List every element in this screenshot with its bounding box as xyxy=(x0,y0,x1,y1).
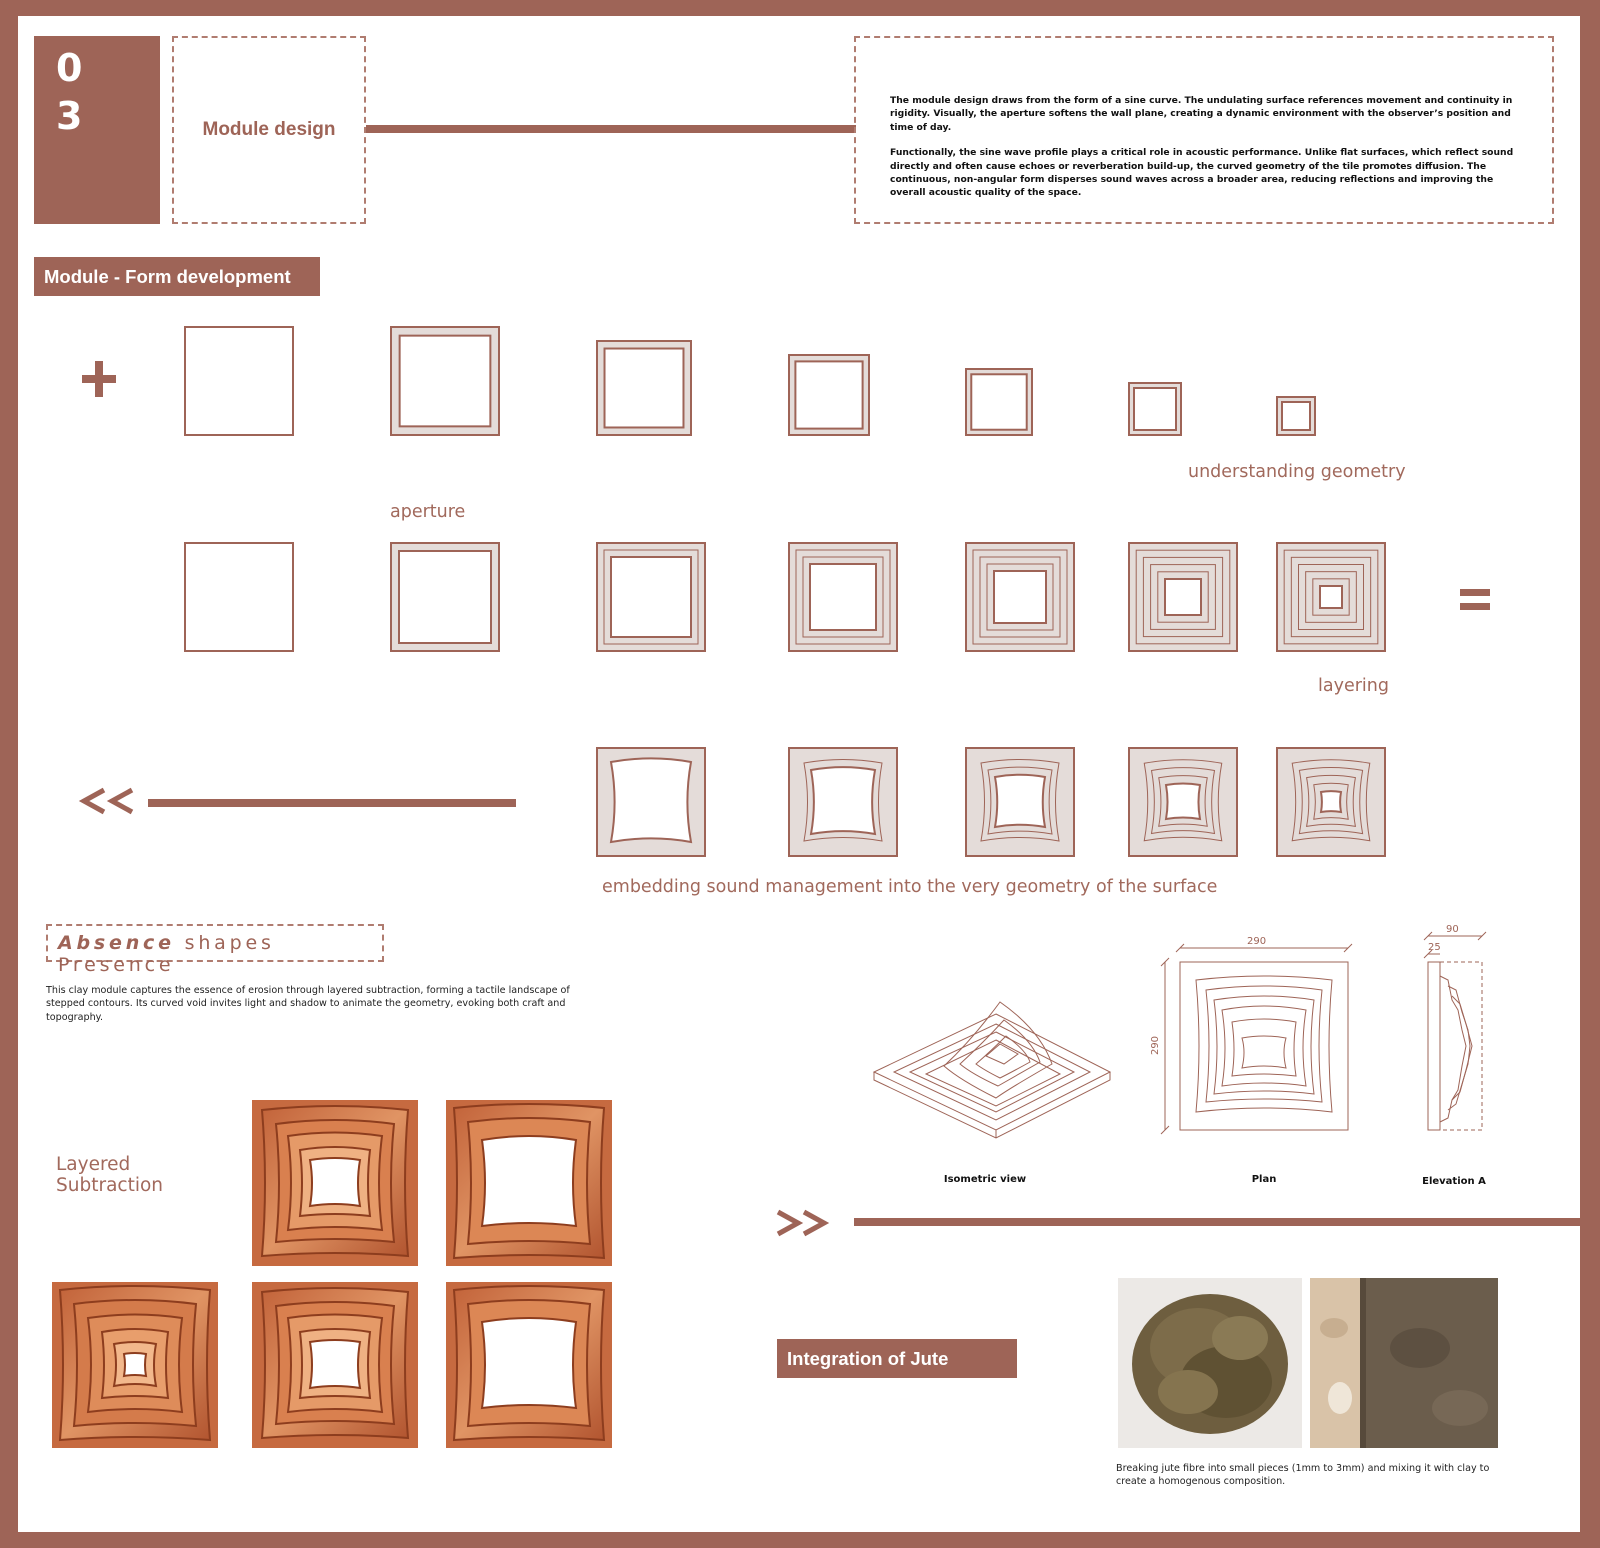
plus-icon xyxy=(82,361,116,397)
layering-tile xyxy=(391,543,499,651)
curved-tile xyxy=(966,748,1074,856)
jute-fibre-photo xyxy=(1118,1278,1302,1448)
caption-layering: layering xyxy=(1318,676,1389,696)
geometry-row xyxy=(185,327,1315,435)
form-development-banner xyxy=(34,257,320,296)
curved-tile xyxy=(1129,748,1237,856)
layering-tile xyxy=(597,543,705,651)
caption-aperture: aperture xyxy=(390,502,466,522)
forward-arrow-icon xyxy=(770,1208,830,1238)
jute-banner-text: Integration of Jute xyxy=(787,1347,949,1369)
absence-title-box xyxy=(46,924,384,976)
layered-subtraction-label xyxy=(56,1154,163,1196)
layering-tile xyxy=(1277,543,1385,651)
clay-render-5 xyxy=(446,1282,612,1448)
technical-drawings xyxy=(860,920,1520,1190)
geometry-tile xyxy=(1277,397,1315,435)
geometry-tile xyxy=(597,341,691,435)
elevation-layer-dimension: 25 xyxy=(1428,942,1441,953)
section-number-block xyxy=(34,36,160,224)
geometry-tile xyxy=(966,369,1032,435)
jute-clay-texture-photo xyxy=(1310,1278,1498,1448)
absence-title-rest: shapes Presence xyxy=(58,932,275,976)
clay-render-1 xyxy=(252,1100,418,1266)
elevation-drawing xyxy=(1424,932,1486,1130)
layering-tile xyxy=(789,543,897,651)
back-arrow-icon xyxy=(84,790,132,812)
section-title-box xyxy=(172,36,366,224)
section-title: Module design xyxy=(202,119,336,140)
caption-understanding-geometry: understanding geometry xyxy=(1188,462,1406,482)
label-elevation-a: Elevation A xyxy=(1422,1176,1486,1187)
back-arrow-bar xyxy=(148,799,516,807)
isometric-drawing xyxy=(874,1002,1110,1138)
curved-row xyxy=(597,748,1385,856)
form-development-diagram xyxy=(0,300,1600,910)
label-plan: Plan xyxy=(1251,1174,1277,1185)
layered-label-line2: Subtraction xyxy=(56,1175,164,1196)
description-box xyxy=(854,36,1554,224)
plan-drawing xyxy=(1161,944,1352,1134)
caption-sound-management: embedding sound management into the very geometry of the surface xyxy=(602,877,1218,897)
plan-height-dimension: 290 xyxy=(1150,1035,1162,1056)
form-development-banner-text: Module - Form development xyxy=(44,265,291,287)
forward-arrow-bar xyxy=(854,1218,1584,1226)
jute-caption: Breaking jute fibre into small pieces (1mm to 3mm) and mixing it with clay to create a homogenous composition. xyxy=(1116,1463,1490,1488)
geometry-tile xyxy=(789,355,869,435)
geometry-tile xyxy=(391,327,499,435)
layering-tile xyxy=(966,543,1074,651)
curved-tile xyxy=(1277,748,1385,856)
layering-tile xyxy=(1129,543,1237,651)
clay-render-4 xyxy=(252,1282,418,1448)
absence-title-bold: Absence xyxy=(58,932,175,954)
jute-banner xyxy=(777,1339,1017,1378)
layering-row xyxy=(185,543,1385,651)
curved-tile xyxy=(597,748,705,856)
description-paragraph-2: Functionally, the sine wave profile plays a critical role in acoustic performance. Unlike flat surfaces, which reflect sound directly and often cause echoes or reverberation build-up, the curved geometry of the tile promotes diffusion. The continuous, non-angular form disperses sound waves across a broader area, reducing reflections and improving the overall acoustic quality of the space. xyxy=(890,147,1514,199)
label-isometric-view: Isometric view xyxy=(943,1174,1027,1185)
geometry-tile xyxy=(185,327,293,435)
section-number-bottom: 3 xyxy=(56,94,83,138)
layering-tile xyxy=(185,543,293,651)
section-number-top: 0 xyxy=(56,46,83,90)
absence-body: This clay module captures the essence of erosion through layered subtraction, forming a tactile landscape of stepped contours. Its curved void invites light and shadow to animate the geometry, evoking both craft and topography. xyxy=(46,985,570,1023)
equals-icon xyxy=(1460,589,1490,610)
header-connector-bar xyxy=(366,125,856,133)
plan-width-dimension: 290 xyxy=(1247,936,1267,947)
elevation-depth-dimension: 90 xyxy=(1446,924,1459,935)
clay-render-3 xyxy=(52,1282,218,1448)
description-paragraph-1: The module design draws from the form of a sine curve. The undulating surface references movement and continuity in rigidity. Visually, the aperture softens the wall plane, creating a dynamic environment with the observer’s position and time of day. xyxy=(890,95,1513,133)
geometry-tile xyxy=(1129,383,1181,435)
layered-label-line1: Layered xyxy=(56,1154,131,1175)
curved-tile xyxy=(789,748,897,856)
clay-render-2 xyxy=(446,1100,612,1266)
